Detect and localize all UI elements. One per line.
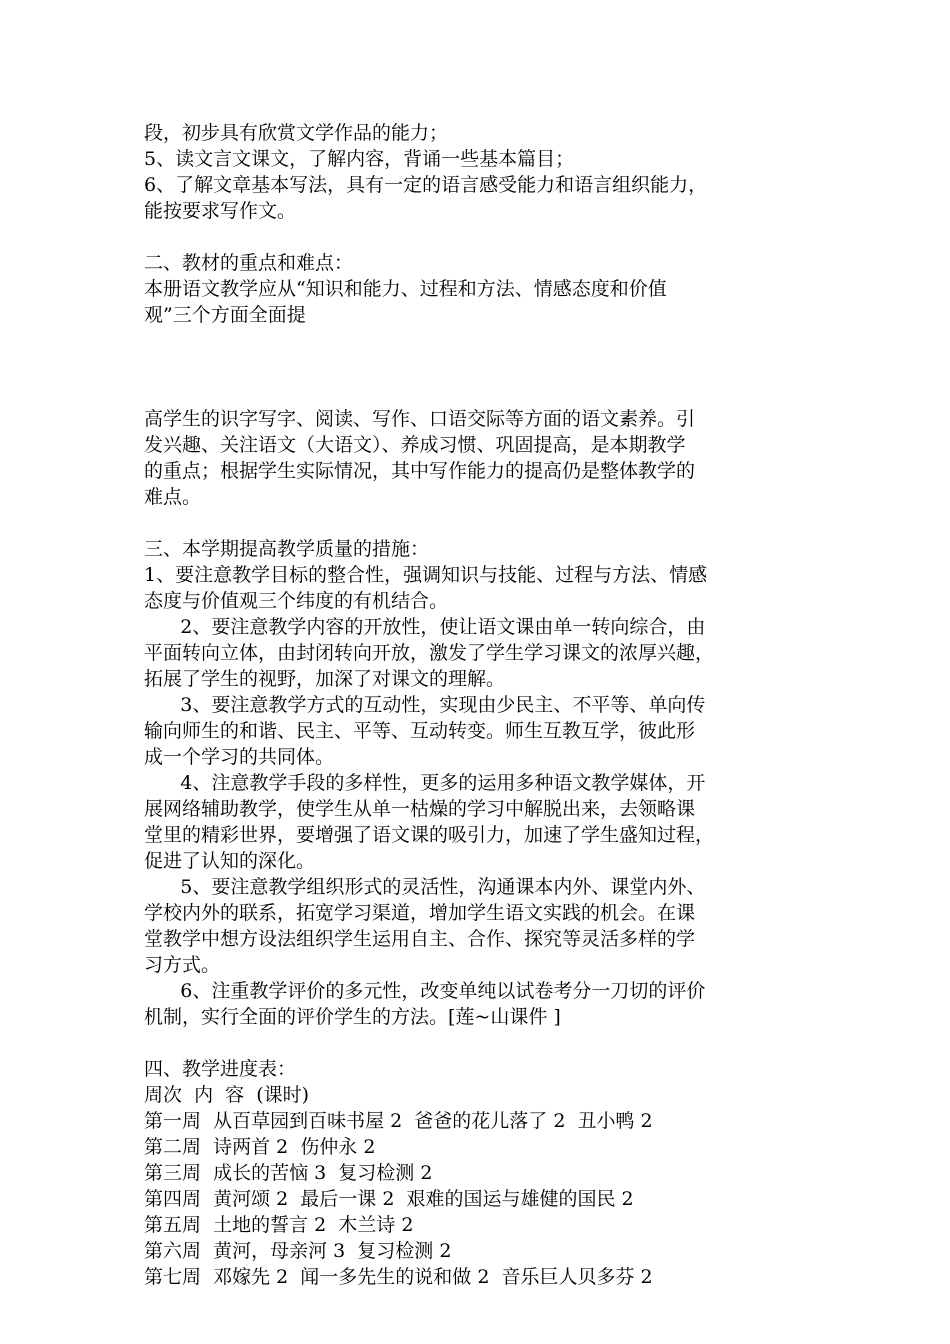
objectives-continuation bbox=[144, 120, 814, 224]
schedule-row: 第六周 黄河，母亲河 3 复习检测 2 bbox=[144, 1240, 452, 1262]
text-line: 平面转向立体，由封闭转向开放，激发了学生学习课文的浓厚兴趣， bbox=[144, 642, 715, 664]
text-line: 难点。 bbox=[144, 486, 202, 508]
spacer bbox=[144, 328, 814, 380]
section-heading: 四、教学进度表： bbox=[144, 1058, 297, 1080]
section-key-points bbox=[144, 250, 814, 328]
text-line: 3、要注意教学方式的互动性，实现由少民主、不平等、单向传 bbox=[144, 694, 706, 716]
schedule-header: 周次 内 容 (课时) bbox=[144, 1084, 310, 1106]
text-line: 的重点；根据学生实际情况，其中写作能力的提高仍是整体教学的 bbox=[144, 460, 696, 482]
schedule-row: 第三周 成长的苦恼 3 复习检测 2 bbox=[144, 1162, 433, 1184]
section-measures bbox=[144, 536, 814, 1030]
section-schedule bbox=[144, 1056, 814, 1290]
spacer bbox=[144, 510, 814, 536]
text-line: 能按要求写作文。 bbox=[144, 200, 297, 222]
text-line: 4、注意教学手段的多样性，更多的运用多种语文教学媒体，开 bbox=[144, 772, 706, 794]
schedule-row: 第四周 黄河颂 2 最后一课 2 艰难的国运与雄健的国民 2 bbox=[144, 1188, 634, 1210]
schedule-row: 第五周 土地的誓言 2 木兰诗 2 bbox=[144, 1214, 414, 1236]
text-line: 促进了认知的深化。 bbox=[144, 850, 316, 872]
text-line: 堂里的精彩世界，要增强了语文课的吸引力，加速了学生盛知过程， bbox=[144, 824, 715, 846]
text-line: 堂教学中想方设法组织学生运用自主、合作、探究等灵活多样的学 bbox=[144, 928, 696, 950]
key-points-continuation bbox=[144, 406, 814, 510]
text-line: 发兴趣、关注语文（大语文）、养成习惯、巩固提高，是本期教学 bbox=[144, 434, 686, 456]
text-line: 机制，实行全面的评价学生的方法。[莲~山课件 ] bbox=[144, 1006, 561, 1028]
text-line: 6、了解文章基本写法，具有一定的语言感受能力和语言组织能力， bbox=[144, 174, 708, 196]
text-line: 态度与价值观三个纬度的有机结合。 bbox=[144, 590, 449, 612]
text-line: 观”三个方面全面提 bbox=[144, 304, 306, 326]
text-line: 段，初步具有欣赏文学作品的能力； bbox=[144, 122, 449, 144]
text-line: 2、要注意教学内容的开放性，使让语文课由单一转向综合，由 bbox=[144, 616, 706, 638]
text-line: 高学生的识字写字、阅读、写作、口语交际等方面的语文素养。引 bbox=[144, 408, 696, 430]
schedule-row: 第七周 邓嫁先 2 闻一多先生的说和做 2 音乐巨人贝多芬 2 bbox=[144, 1266, 653, 1288]
schedule-row: 第一周 从百草园到百味书屋 2 爸爸的花儿落了 2 丑小鸭 2 bbox=[144, 1110, 653, 1132]
text-line: 成一个学习的共同体。 bbox=[144, 746, 335, 768]
text-line: 习方式。 bbox=[144, 954, 221, 976]
spacer bbox=[144, 380, 814, 406]
schedule-row: 第二周 诗两首 2 伤仲永 2 bbox=[144, 1136, 376, 1158]
document-page bbox=[144, 120, 814, 1290]
section-heading: 二、教材的重点和难点： bbox=[144, 252, 354, 274]
spacer bbox=[144, 1030, 814, 1056]
text-line: 5、要注意教学组织形式的灵活性，沟通课本内外、课堂内外、 bbox=[144, 876, 706, 898]
spacer bbox=[144, 224, 814, 250]
text-line: 展网络辅助教学，使学生从单一枯燥的学习中解脱出来，去领略课 bbox=[144, 798, 696, 820]
text-line: 学校内外的联系，拓宽学习渠道，增加学生语文实践的机会。在课 bbox=[144, 902, 696, 924]
text-line: 5、读文言文课文，了解内容，背诵一些基本篇目； bbox=[144, 148, 575, 170]
text-line: 本册语文教学应从“知识和能力、过程和方法、情感态度和价值 bbox=[144, 278, 667, 300]
text-line: 1、要注意教学目标的整合性，强调知识与技能、过程与方法、情感 bbox=[144, 564, 708, 586]
text-line: 拓展了学生的视野，加深了对课文的理解。 bbox=[144, 668, 506, 690]
text-line: 输向师生的和谐、民主、平等、互动转变。师生互教互学，彼此形 bbox=[144, 720, 696, 742]
section-heading: 三、本学期提高教学质量的措施： bbox=[144, 538, 430, 560]
text-line: 6、注重教学评价的多元性，改变单纯以试卷考分一刀切的评价 bbox=[144, 980, 706, 1002]
